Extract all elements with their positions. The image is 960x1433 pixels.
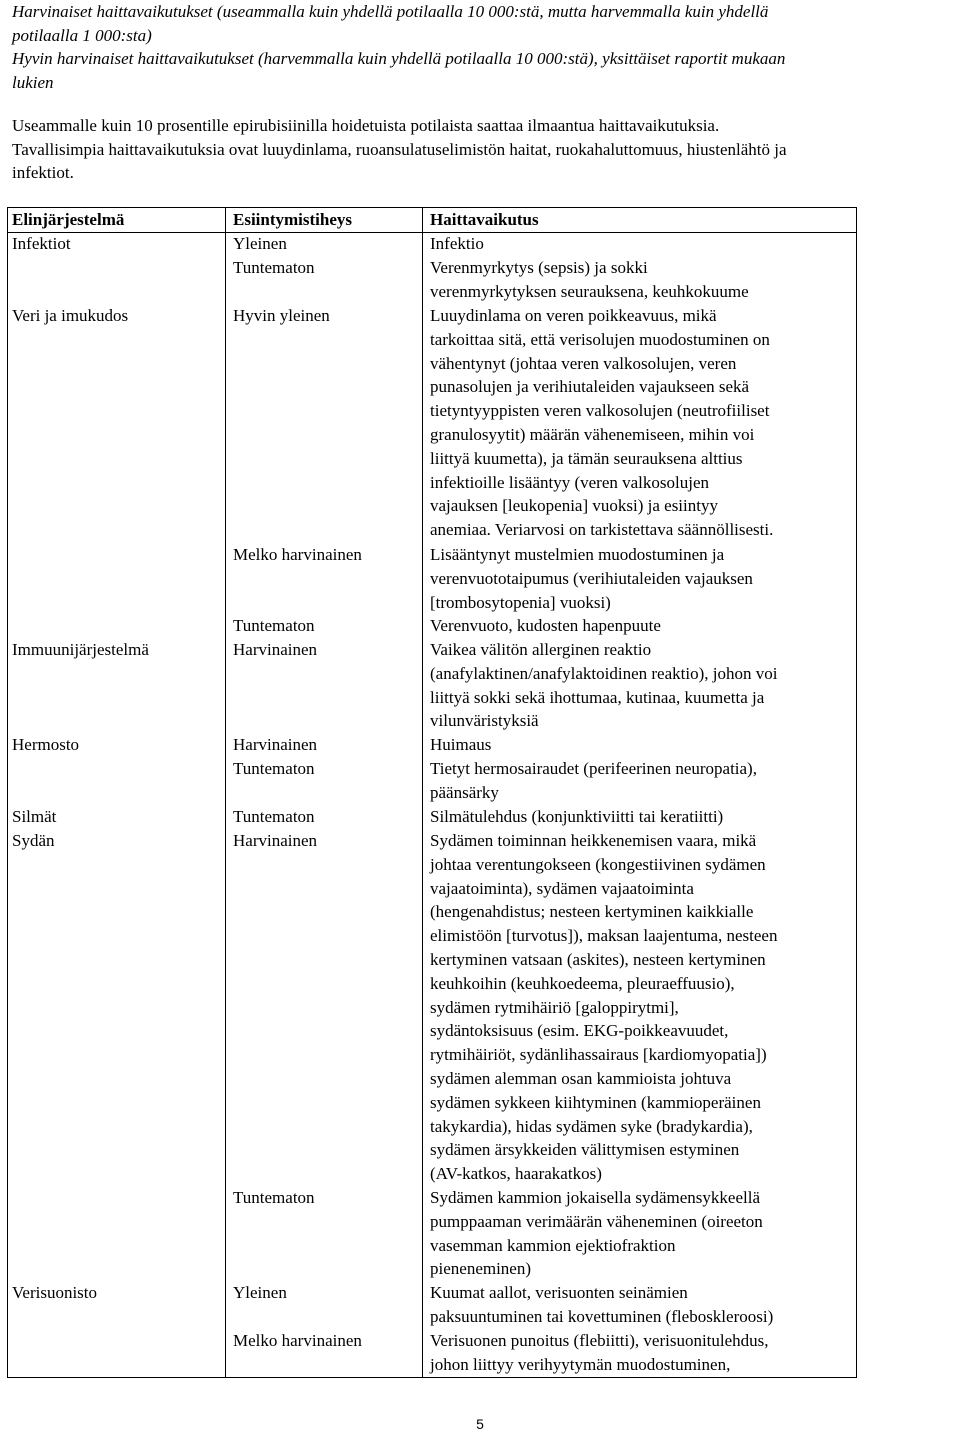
organ-system-cell: Sydän — [12, 831, 55, 850]
side-effect-line: paksuuntuminen tai kovettuminen (fleboskleroosi) — [430, 1306, 774, 1326]
organ-system-cell: Infektiot — [12, 234, 71, 253]
side-effect-line: Silmätulehdus (konjunktiviitti tai keratiitti) — [430, 807, 724, 826]
side-effect-line: Sydämen toiminnan heikkenemisen vaara, mikä — [430, 831, 757, 850]
side-effect-line: Sydämen kammion jokaisella sydämensykkeellä — [430, 1188, 761, 1207]
frequency-cell: Hyvin yleinen — [233, 306, 330, 325]
side-effect-line: johtaa verentungokseen (kongestiivinen sydämen — [430, 854, 766, 874]
column-header: Elinjärjestelmä — [12, 210, 125, 229]
frequency-cell: Tuntematon — [233, 258, 315, 277]
intro-paragraph — [12, 114, 952, 185]
side-effect-line: sydäntoksisuus (esim. EKG-poikkeavuudet, — [430, 1021, 729, 1041]
page-number: 5 — [476, 1416, 484, 1432]
side-effect-line: sydämen alemman osan kammioista johtuva — [430, 1069, 732, 1088]
frequency-cell: Tuntematon — [233, 616, 315, 635]
frequency-cell: Tuntematon — [233, 759, 315, 778]
side-effect-line: verenmyrkytyksen seurauksena, keuhkokuume — [430, 281, 749, 301]
intro-line: Hyvin harvinaiset haittavaikutukset (harvemmalla kuin yhdellä potilaalla 10 000:stä), yksittäiset raportit mukaan — [12, 49, 786, 68]
organ-system-cell: Hermosto — [12, 735, 80, 754]
side-effect-line: punasolujen ja verihiutaleiden vajaukseen sekä — [430, 377, 750, 397]
organ-system-cell: Verisuonisto — [12, 1283, 97, 1302]
side-effect-line: liittyä sokki sekä ihottumaa, kutinaa, kuumetta ja — [430, 687, 765, 707]
side-effect-line: keuhkoihin (keuhkoedeema, pleuraeffuusio), — [430, 973, 735, 993]
side-effect-line: verenvuototaipumus (verihiutaleiden vajauksen — [430, 568, 753, 588]
side-effect-line: sydämen ärsykkeiden välittymisen estyminen — [430, 1140, 740, 1160]
paragraph-line: infektiot. — [12, 163, 74, 182]
side-effect-line: pumppaaman verimäärän väheneminen (oireeton — [430, 1211, 763, 1231]
side-effect-line: Verenmyrkytys (sepsis) ja sokki — [430, 258, 648, 277]
side-effect-line: tarkoittaa sitä, että verisolujen muodostuminen on — [430, 329, 770, 349]
frequency-cell: Harvinainen — [233, 831, 318, 850]
side-effect-line: (anafylaktinen/anafylaktoidinen reaktio), johon voi — [430, 663, 778, 683]
frequency-cell: Harvinainen — [233, 640, 318, 659]
column-divider — [422, 208, 423, 1377]
side-effects-table — [7, 207, 857, 1378]
intro-line: potilaalla 1 000:sta) — [12, 25, 152, 45]
side-effect-line: vajauksen [leukopenia] vuoksi) ja esiintyy — [430, 496, 718, 516]
paragraph-line: Tavallisimpia haittavaikutuksia ovat luuydinlama, ruoansulatuselimistön haitat, ruokahaluttomuus, hiustenlähtö ja — [12, 139, 787, 159]
organ-system-cell: Silmät — [12, 807, 57, 826]
side-effect-line: Vaikea välitön allerginen reaktio — [430, 640, 652, 659]
side-effect-line: vasemman kammion ejektiofraktion — [430, 1235, 676, 1255]
organ-system-cell: Immuunijärjestelmä — [12, 640, 149, 659]
side-effect-line: vilunväristyksiä — [430, 711, 539, 731]
side-effect-line: elimistöön [turvotus]), maksan laajentuma, nesteen — [430, 926, 778, 946]
side-effect-line: Huimaus — [430, 735, 492, 754]
side-effect-line: Infektio — [430, 234, 484, 253]
side-effect-line: päänsärky — [430, 782, 499, 802]
side-effect-line: Luuydinlama on veren poikkeavuus, mikä — [430, 306, 717, 325]
side-effect-line: liittyä kuumetta), ja tämän seurauksena alttius — [430, 448, 743, 468]
intro-line: Harvinaiset haittavaikutukset (useammalla kuin yhdellä potilaalla 10 000:stä, mutta harvemmalla kuin yhdellä — [12, 2, 769, 21]
frequency-cell: Melko harvinainen — [233, 1331, 362, 1350]
side-effect-line: Tietyt hermosairaudet (perifeerinen neuropatia), — [430, 759, 757, 778]
side-effect-line: anemiaa. Veriarvosi on tarkistettava säännöllisesti. — [430, 520, 774, 540]
frequency-cell: Tuntematon — [233, 807, 315, 826]
side-effect-line: Lisääntynyt mustelmien muodostuminen ja — [430, 545, 725, 564]
side-effect-line: vajaatoiminta), sydämen vajaatoiminta — [430, 878, 694, 898]
side-effect-line: infektioille lisääntyy (veren valkosolujen — [430, 472, 710, 492]
column-divider — [225, 208, 226, 1377]
side-effect-line: rytmihäiriöt, sydänlihassairaus [kardiomyopatia]) — [430, 1045, 767, 1065]
intro-line: lukien — [12, 72, 54, 92]
paragraph-line: Useammalle kuin 10 prosentille epirubisiinilla hoidetuista potilaista saattaa ilmaantua haittavaikutuksia. — [12, 116, 720, 135]
side-effect-line: granulosyytit) määrän vähenemiseen, mihin voi — [430, 425, 755, 444]
frequency-definitions — [12, 0, 956, 94]
frequency-cell: Harvinainen — [233, 735, 318, 754]
column-header: Haittavaikutus — [430, 210, 539, 229]
side-effect-line: takykardia), hidas sydämen syke (bradykardia), — [430, 1116, 753, 1136]
side-effect-line: vähentynyt (johtaa veren valkosolujen, veren — [430, 353, 737, 373]
frequency-cell: Tuntematon — [233, 1188, 315, 1207]
side-effect-line: tietyntyyppisten veren valkosolujen (neutrofiiliset — [430, 401, 770, 421]
side-effect-line: (AV-katkos, haarakatkos) — [430, 1164, 602, 1184]
side-effect-line: pieneneminen) — [430, 1259, 532, 1279]
side-effect-line: johon liittyy verihyytymän muodostuminen, — [430, 1354, 731, 1374]
frequency-cell: Yleinen — [233, 1283, 287, 1302]
frequency-cell: Yleinen — [233, 234, 287, 253]
side-effect-line: Kuumat aallot, verisuonten seinämien — [430, 1283, 688, 1302]
side-effect-line: sydämen sykkeen kiihtyminen (kammioperäinen — [430, 1092, 761, 1112]
frequency-cell: Melko harvinainen — [233, 545, 362, 564]
side-effect-line: Verenvuoto, kudosten hapenpuute — [430, 616, 661, 635]
side-effect-line: sydämen rytmihäiriö [galoppirytmi], — [430, 997, 679, 1017]
side-effect-line: kertyminen vatsaan (askites), nesteen kertyminen — [430, 950, 766, 969]
side-effect-line: [trombosytopenia] vuoksi) — [430, 592, 611, 612]
side-effect-line: Verisuonen punoitus (flebiitti), verisuonitulehdus, — [430, 1331, 769, 1350]
side-effect-line: (hengenahdistus; nesteen kertyminen kaikkialle — [430, 902, 754, 922]
organ-system-cell: Veri ja imukudos — [12, 306, 129, 325]
column-header: Esiintymistiheys — [233, 210, 353, 229]
